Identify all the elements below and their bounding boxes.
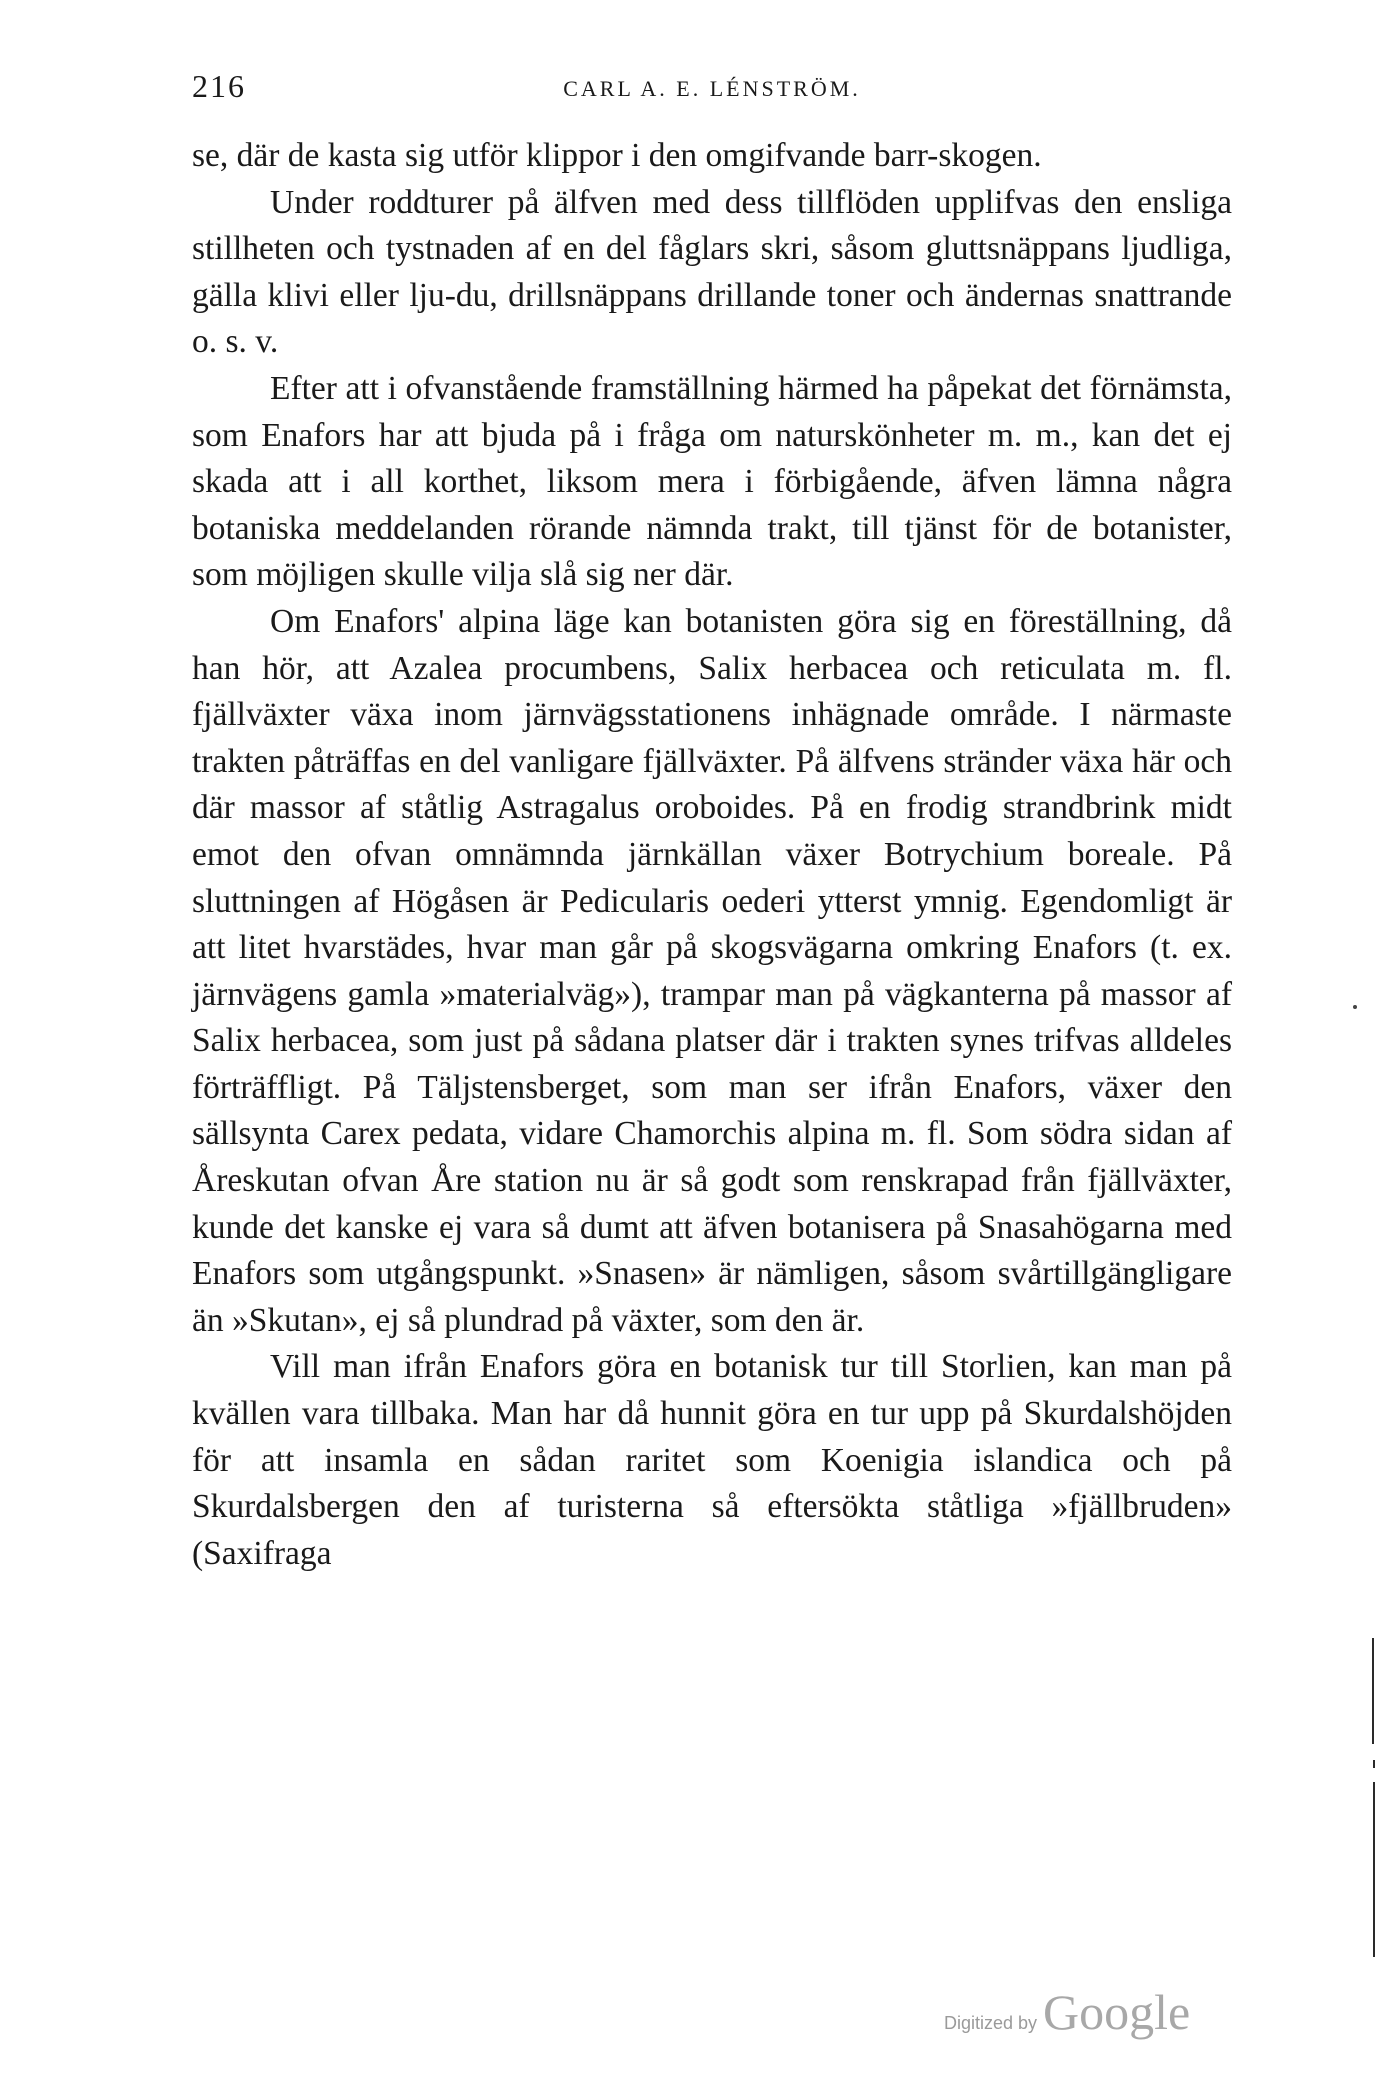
body-text: [192, 133, 1232, 1577]
google-watermark: [944, 1983, 1190, 2041]
running-head: CARL A. E. LÉNSTRÖM.: [563, 76, 861, 101]
digitized-by-label: Digitized by: [944, 2013, 1038, 2033]
paragraph-efter: Efter att i ofvanstående framställning härmed ha påpekat det förnämsta, som Enafors har att bjuda på i fråga om naturskönheter m. m., kan det ej skada att i all korthet, liksom mera i förbigående, äfven lämna några botaniska meddelanden rörande nämnda trakt, till tjänst för de botanister, som möjligen skulle vilja slå sig ner där.: [192, 369, 1232, 594]
paragraph-roddturer: Under roddturer på älfven med dess tillflöden upplifvas den ensliga stillheten och tystnaden af en del fåglars skri, såsom gluttsnäppans ljudliga, gälla klivi eller lju-du, drillsnäppans drillande toner och ändernas snattrande o. s. v.: [192, 183, 1232, 361]
paragraph-alpina-lage: Om Enafors' alpina läge kan botanisten göra sig en föreställning, då han hör, att Azalea procumbens, Salix herbacea och reticulata m. fl. fjällväxter växa inom järnvägsstationens inhägnade område. I närmaste trakten påträffas en del vanligare fjällväxter. På älfvens stränder växa här och där massor af ståtlig Astragalus oroboides. På en frodig strandbrink midt emot den ofvan omnämnda järnkällan växer Botrychium boreale. På sluttningen af Högåsen är Pedicularis oederi ytterst ymnig. Egendomligt är att litet hvarstädes, hvar man går på skogsvägarna omkring Enafors (t. ex. järnvägens gamla »materialväg»), trampar man på vägkanterna på massor af Salix herbacea, som just på sådana platser där i trakten synes trifvas alldeles förträffligt. På Täljstensberget, som man ser ifrån Enafors, växer den sällsynta Carex pedata, vidare Chamorchis alpina m. fl. Som södra sidan af Åreskutan ofvan Åre station nu är så godt som renskrapad från fjällväxter, kunde det kanske ej vara så dumt att äfven botanisera på Snasahögarna med Enafors som utgångspunkt. »Snasen» är nämligen, såsom svårtillgängligare än »Skutan», ej så plundrad på växter, som den är.: [192, 602, 1232, 1339]
page-number: 216: [192, 68, 246, 104]
margin-scan-line: [1373, 1760, 1375, 1768]
paragraph-storlien: Vill man ifrån Enafors göra en botanisk tur till Storlien, kan man på kvällen vara tillbaka. Man har då hunnit göra en tur upp på Skurdalshöjden för att insamla en sådan raritet som Koenigia islandica och på Skurdalsbergen den af turisterna så eftersökta ståtliga »fjällbruden» (Saxifraga: [192, 1348, 1232, 1572]
margin-scan-line: [1372, 1638, 1374, 1744]
paragraph-continuation: se, där de kasta sig utför klippor i den omgifvande barr-skogen.: [192, 137, 1042, 174]
page-header: [192, 68, 1232, 116]
margin-scan-line: [1373, 1782, 1375, 1957]
margin-dot: [1353, 1005, 1357, 1009]
google-logo: Google: [1043, 1984, 1191, 2040]
